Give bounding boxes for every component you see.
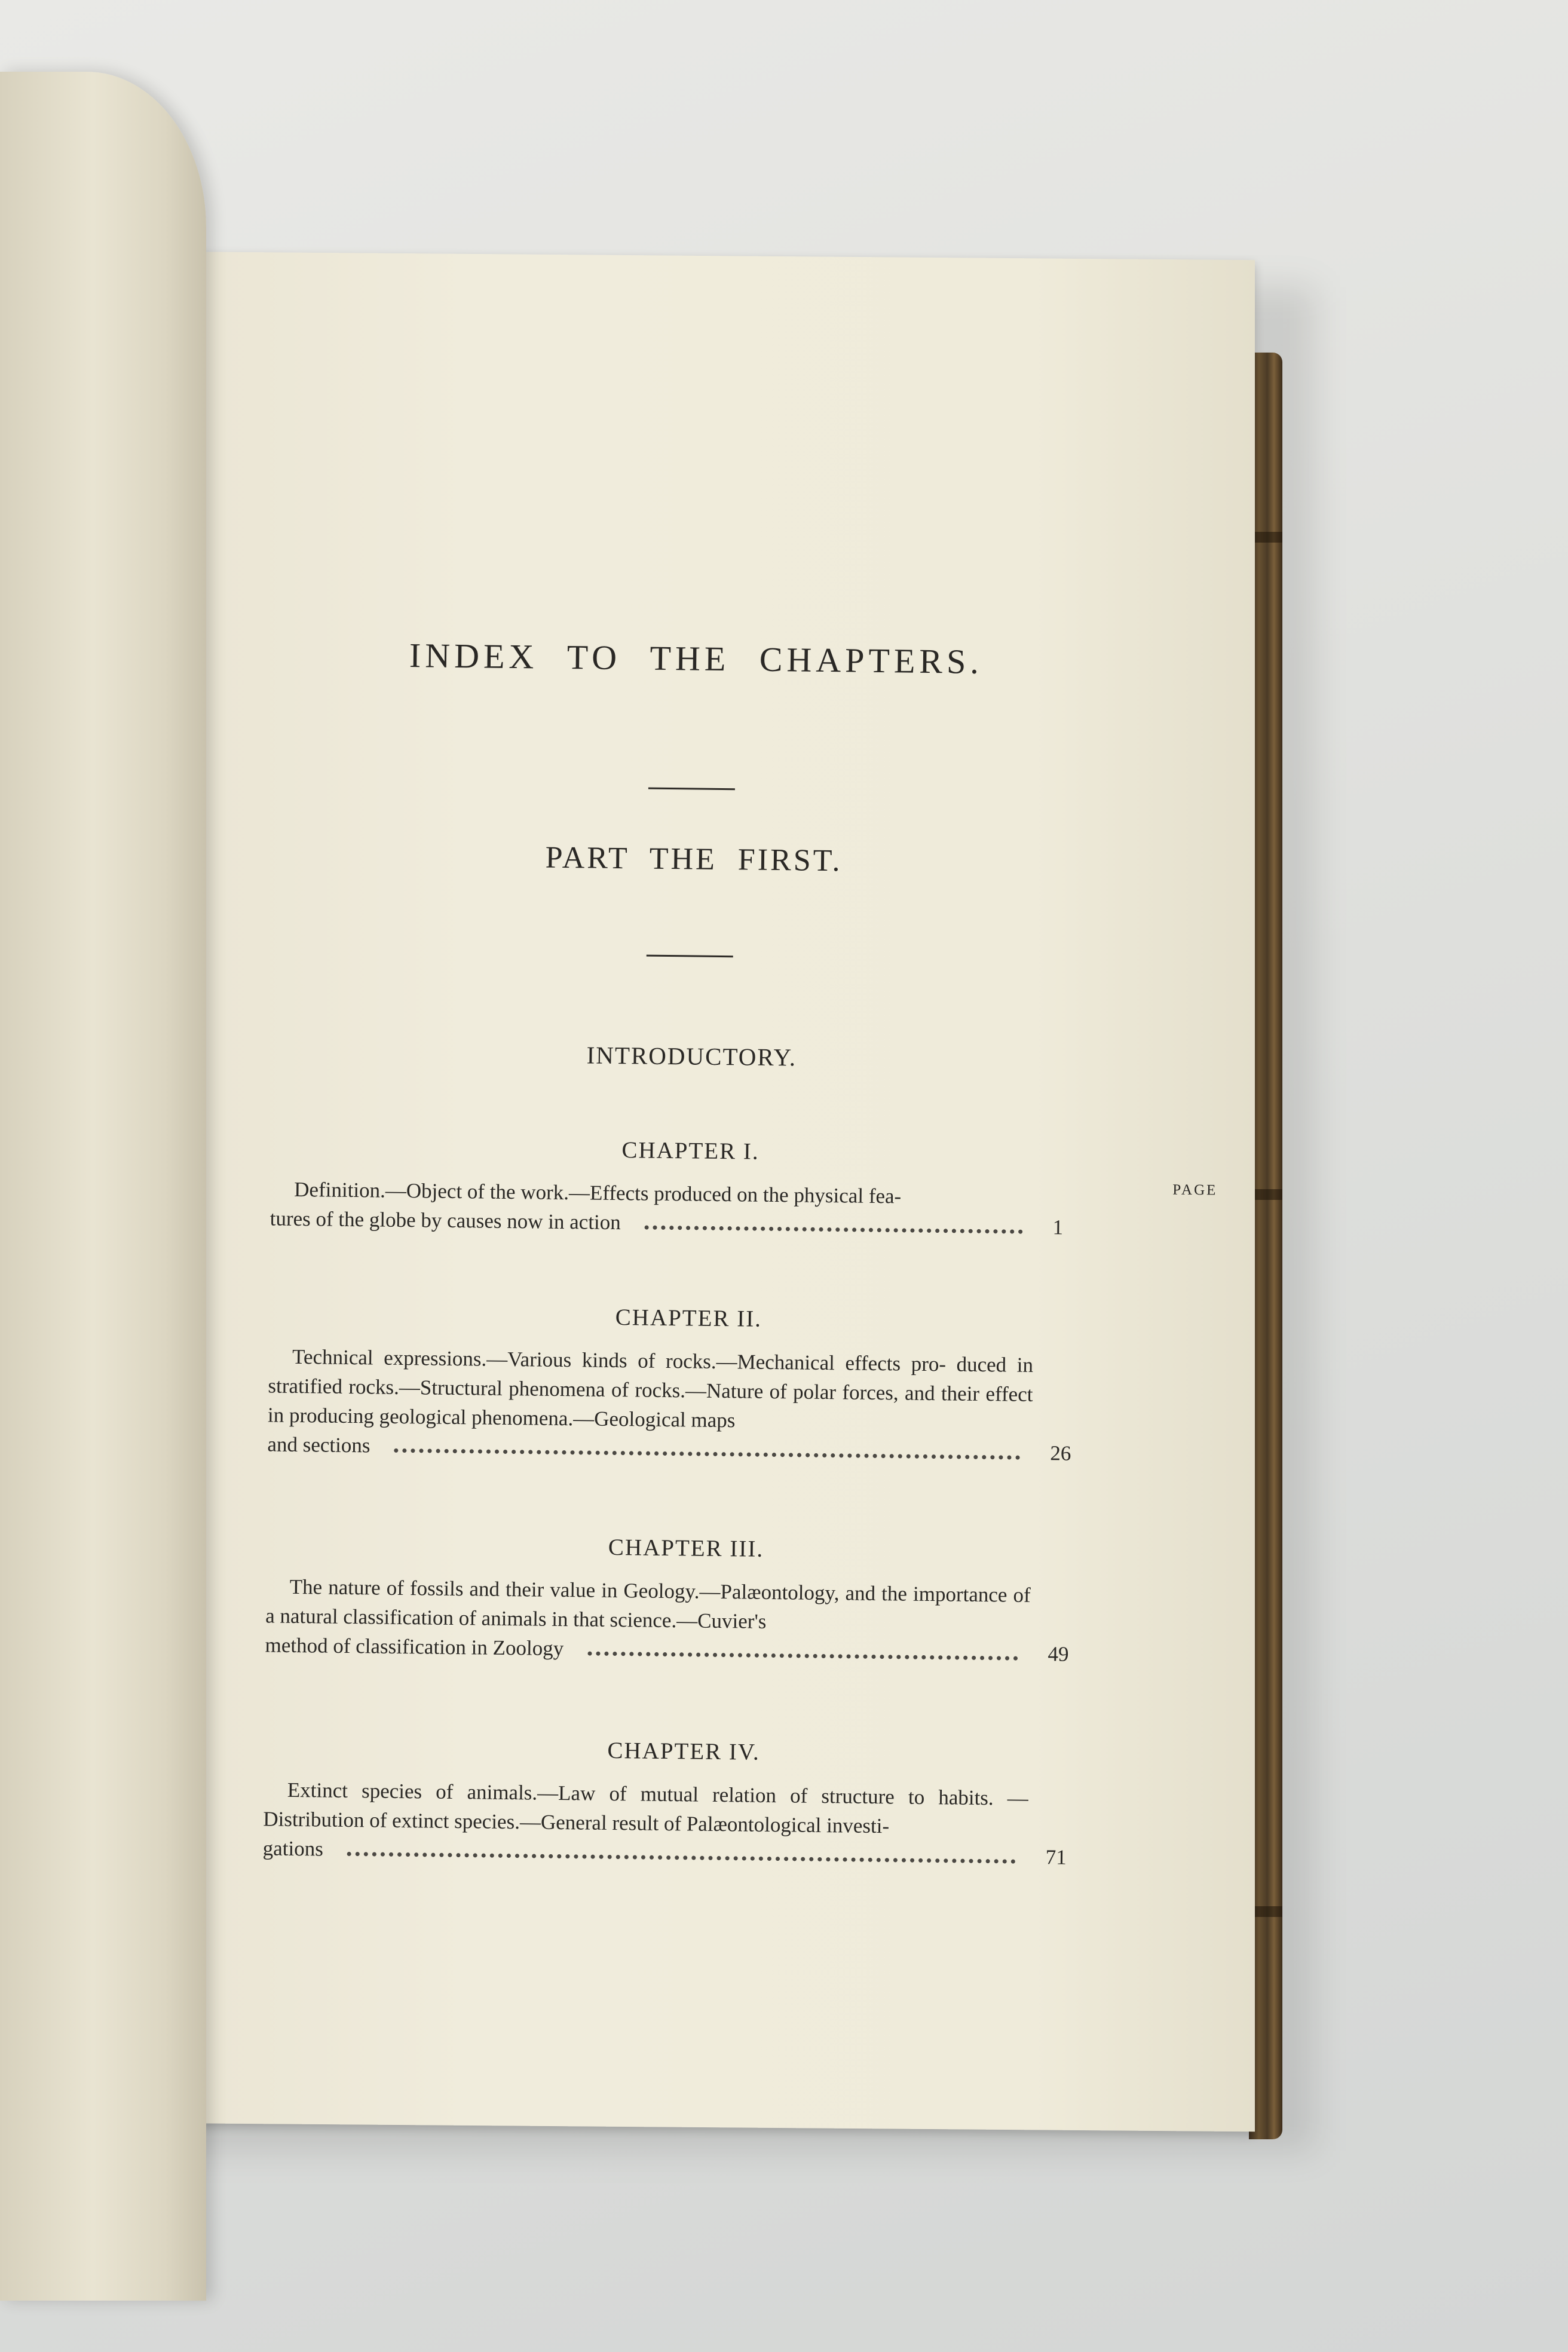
part-heading: PART THE FIRST.: [545, 840, 843, 878]
curled-page-edge: [0, 72, 206, 2301]
chapter-page-number: 71: [1045, 1845, 1067, 1869]
section-heading: INTRODUCTORY.: [586, 1041, 797, 1071]
chapter-last-line: gations: [262, 1836, 324, 1861]
dot-leader: [645, 1226, 1023, 1234]
chapter-heading: CHAPTER I.: [621, 1137, 760, 1165]
chapter-heading: CHAPTER II.: [615, 1304, 762, 1332]
page-column-label: PAGE: [1172, 1181, 1218, 1199]
chapter-last-line: and sections: [267, 1432, 370, 1457]
chapter-last-line: tures of the globe by causes now in action: [270, 1206, 621, 1235]
chapter-description: Definition.—Object of the work.—Effects produced on the physical fea-: [294, 1177, 902, 1208]
page-content: [125, 256, 1254, 2140]
chapter-description: Technical expressions.—Various kinds of rocks.—Mechanical effects pro- duced in stratified rocks.—Structural phenomena of rocks.—Nature of polar forces, and their effect in producing geological phenomena.—Geological maps: [267, 1345, 1034, 1432]
part-rule: [647, 955, 733, 958]
page-title: INDEX TO THE CHAPTERS.: [409, 636, 984, 681]
chapter-page-number: 26: [1050, 1441, 1071, 1465]
chapter-heading: CHAPTER IV.: [607, 1737, 761, 1765]
dot-leader: [347, 1852, 1016, 1864]
title-rule: [648, 788, 735, 791]
chapter-description: The nature of fossils and their value in Geology.—Palæontology, and the importance of a natural classification of animals in that science.—Cuvier's: [265, 1575, 1031, 1633]
chapter-heading: CHAPTER III.: [608, 1534, 764, 1562]
dot-leader: [587, 1652, 1018, 1661]
chapter-page-number: 1: [1052, 1215, 1064, 1239]
dot-leader: [394, 1448, 1020, 1460]
chapter-description: Extinct species of animals.—Law of mutual relation of structure to habits. —Distribution of extinct species.—General result of Palæontological investi-: [263, 1778, 1029, 1838]
chapter-page-number: 49: [1048, 1642, 1069, 1666]
chapter-last-line: method of classification in Zoology: [265, 1633, 564, 1661]
